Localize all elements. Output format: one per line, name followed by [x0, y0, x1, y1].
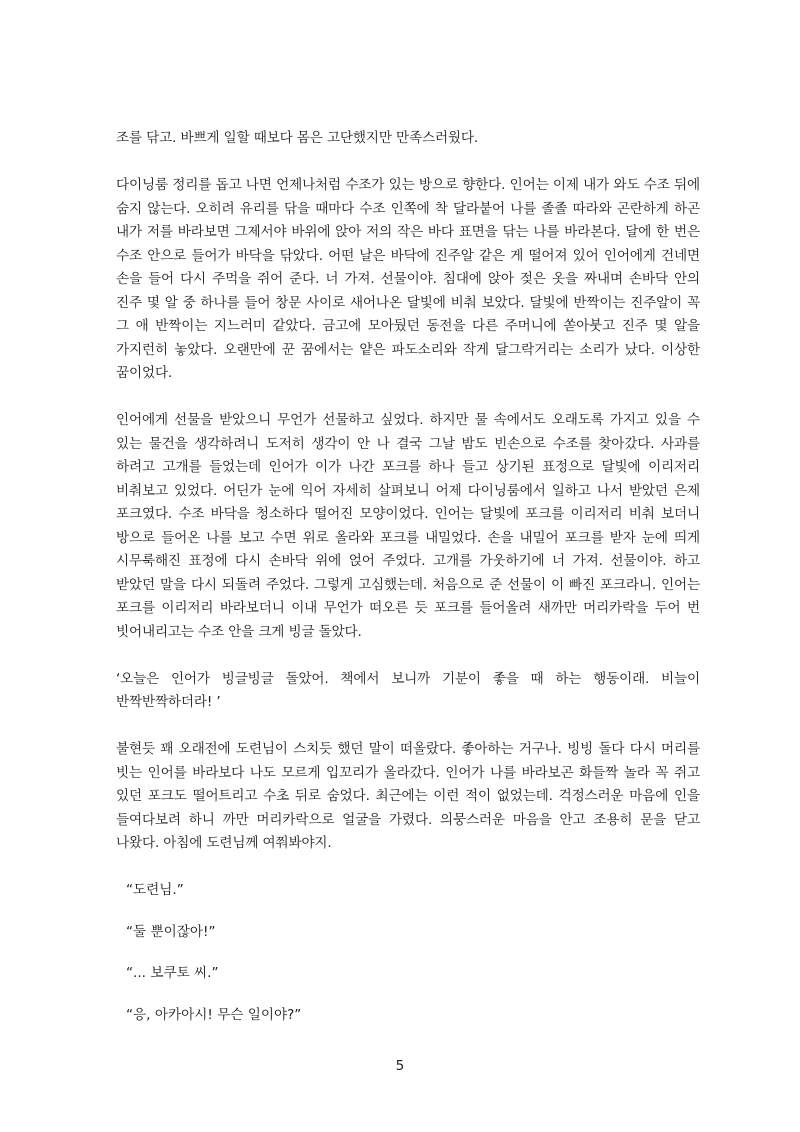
- paragraph-5: 불현듯 꽤 오래전에 도련님이 스치듯 했던 말이 떠올랐다. 좋아하는 거구나. 빙빙 돌다 다시 머리를 빗는 인어를 바라보다 나도 모르게 입꼬리가 올라갔다. 인어가 나를 바라보곤 화들짝 놀라 꼭 쥐고 있던 포크도 떨어트리고 수초 뒤로 숨었다. 최근에는 이런 적이 없었는데. 걱정스러운 마음에 인을 들여다보려 하니 까만 머리카락으로 얼굴을 가렸다. 의뭉스러운 마음을 안고 조용히 문을 닫고 나왔다. 아침에 도련님께 여쭤봐야지.: [116, 741, 700, 851]
- dialogue-line-4: “응, 아카아시! 무슨 일이야?”: [126, 1006, 302, 1023]
- page-number: 5: [395, 1058, 405, 1074]
- dialogue-line-3: “... 보쿠토 씨.”: [126, 965, 219, 981]
- dialogue-line-1: “도련님.”: [126, 882, 184, 898]
- paragraph-2: 다이닝룸 정리를 돕고 나면 언제나처럼 수조가 있는 방으로 향한다. 인어는 이제 내가 와도 수조 뒤에 숨지 않는다. 오히려 유리를 닦을 때마다 수조 인쪽에 착 달라붙어 나를 졸졸 따라와 곤란하게 하곤 내가 저를 바라보면 그제서야 바위에 앉아 저의 작은 바다 표면을 닦는 나를 바라본다. 달에 한 번은 수조 안으로 들어가 바닥을 닦았다. 어떤 날은 바닥에 진주알 같은 게 떨어져 있어 인어에게 건네면 손을 들어 다시 주먹을 쥐어 준다. 너 가져. 선물이야. 침대에 앉아 젖은 옷을 짜내며 손바닥 안의 진주 몇 알 중 하나를 들어 창문 사이로 새어나온 달빛에 비춰 보았다. 달빛에 반짝이는 진주알이 꼭 그 애 반짝이는 지느러미 같았다. 금고에 모아뒀던 동전을 다른 주머니에 쏟아붓고 진주 몇 알을 가지런히 놓았다. 오랜만에 꾼 꿈에서는 얕은 파도소리와 작게 달그락거리는 소리가 났다. 이상한 꿈이었다.: [116, 177, 700, 381]
- paragraph-1: 조를 닦고. 바쁘게 일할 때보다 몸은 고단했지만 만족스러웠다.: [116, 130, 479, 146]
- paragraph-4: ‘오늘은 인어가 빙글빙글 돌았어. 책에서 보니까 기분이 좋을 때 하는 행동이래. 비늘이 반짝반짝하더라! ’: [116, 670, 700, 710]
- dialogue-line-2: “둘 뿐이잖아!”: [126, 923, 216, 940]
- paragraph-3: 인어에게 선물을 받았으니 무언가 선물하고 싶었다. 하지만 물 속에서도 오래도록 가지고 있을 수 있는 물건을 생각하려니 도저히 생각이 안 나 결국 그날 밤도 빈손으로 수조를 찾아갔다. 사과를 하려고 고개를 들었는데 인어가 이가 나간 포크를 하나 들고 상기된 표정으로 달빛에 이리저리 비춰보고 있었다. 어딘가 눈에 익어 자세히 살펴보니 어제 다이닝룸에서 일하고 나서 받았던 은제 포크였다. 수조 바닥을 청소하다 떨어진 모양이었다. 인어는 달빛에 포크를 이리저리 비춰 보더니 방으로 들어온 나를 보고 수면 위로 올라와 포크를 내밀었다. 손을 내밀어 포크를 받자 눈에 띄게 시무룩해진 표정에 다시 손바닥 위에 얹어 주었다. 고개를 가웃하기에 너 가져. 선물이야. 하고 받았던 말을 다시 되돌려 주었다. 그렇게 고심했는데. 처음으로 준 선물이 이 빠진 포크라니. 인어는 포크를 이리저리 바라보더니 이내 무언가 떠오른 듯 포크를 들어올려 새까만 머리카락을 두어 번 빗어내리고는 수조 안을 크게 빙글 돌았다.: [116, 412, 700, 640]
- body-text: [116, 127, 700, 1027]
